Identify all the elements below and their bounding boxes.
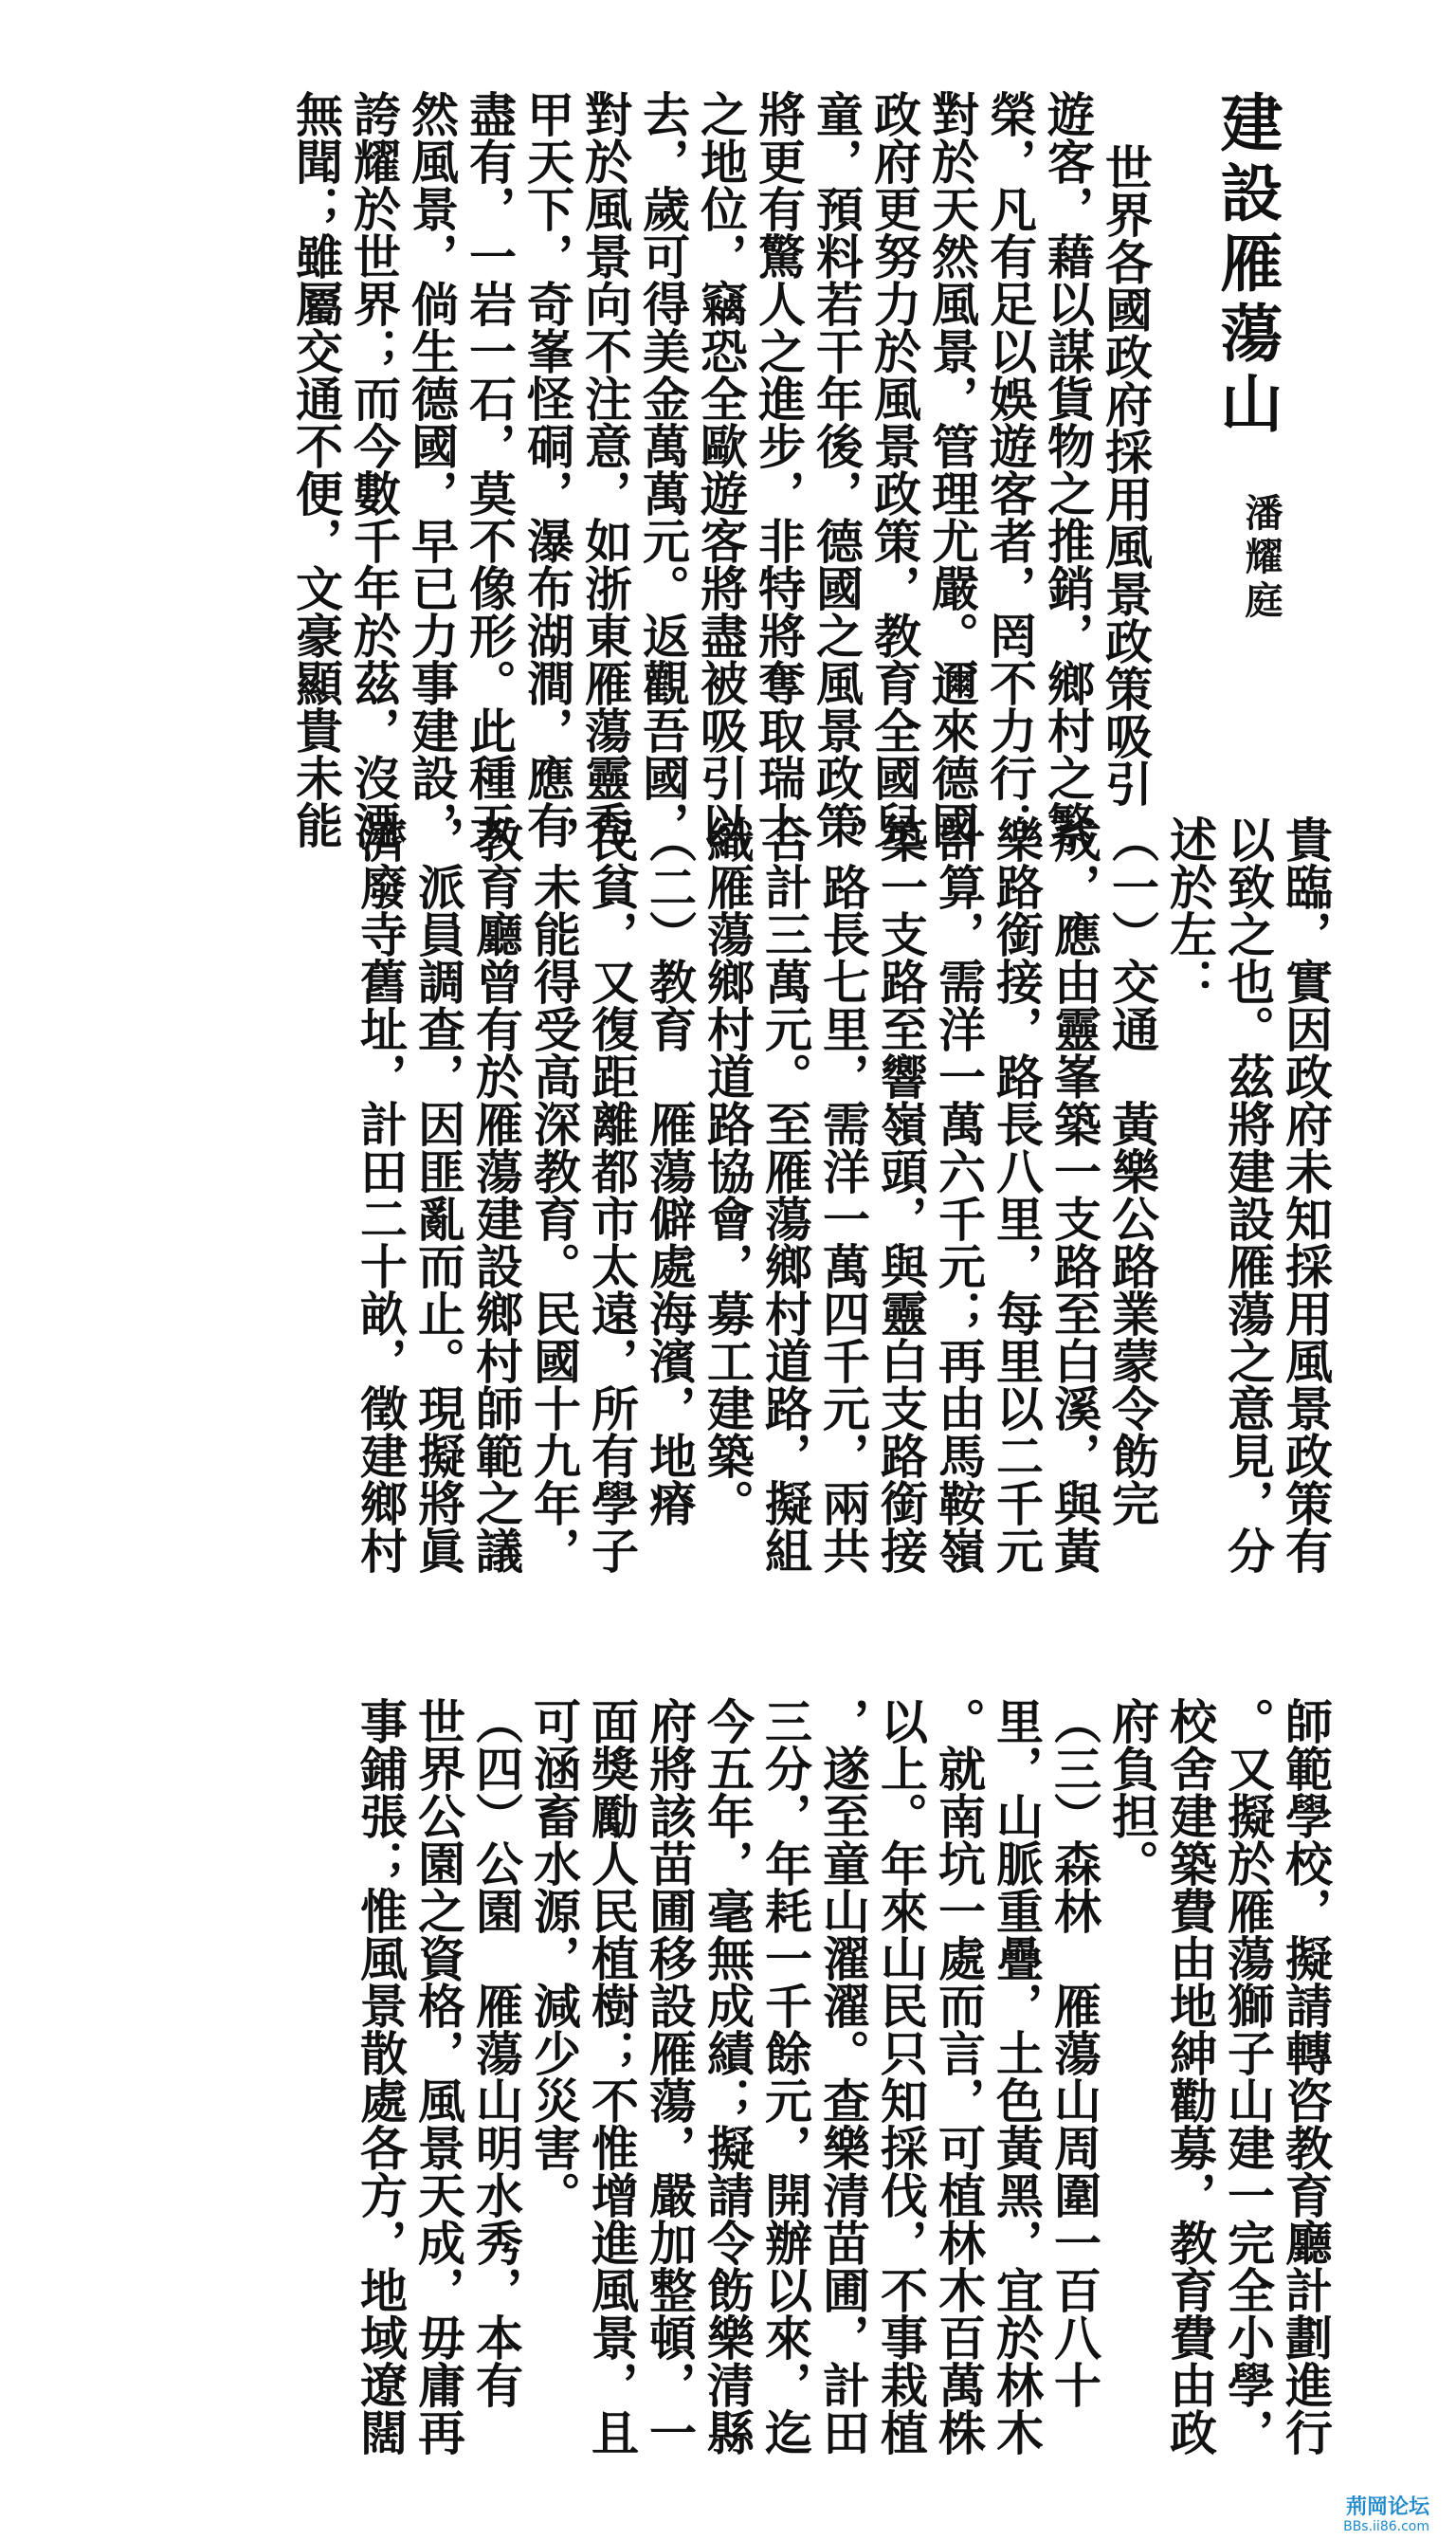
text-column: 三分，年耗一千餘元，開辦以來，迄 (757, 1697, 813, 2456)
text-block-2 (6, 815, 1333, 1574)
text-column: 童，預料若干年後，德國之風景政策 (809, 90, 864, 849)
text-column: （一）交通 黃樂公路業蒙令飭完 (1104, 815, 1160, 1526)
article-title: 建設雁蕩山 (1210, 90, 1283, 441)
text-column: ，遂至童山濯濯。查樂清苗圃，計田 (815, 1697, 871, 2456)
text-column: 以上。年來山民只知採伐，不事栽植 (873, 1697, 929, 2456)
text-column: 計算，需洋一萬六千元；再由馬鞍嶺 (931, 815, 987, 1574)
text-column: （二）教育 雁蕩僻處海濱，地瘠 (642, 815, 698, 1526)
text-column: 政府更努力於風景政策，教育全國兒 (866, 90, 922, 849)
text-column: 述於左： (1162, 815, 1218, 1005)
text-column: 師範學校，擬請轉咨教育廳計劃進行 (1278, 1697, 1334, 2456)
text-column: （三）森林 雁蕩山周圍一百八十 (1046, 1697, 1102, 2408)
watermark-site-name: 荊岡论坛 (1345, 2495, 1429, 2520)
text-column: 甲天下，奇峯怪硐，瀑布湖澗，應有 (519, 90, 575, 849)
text-column: ，路長七里，需洋一萬四千元，兩共 (815, 815, 871, 1574)
text-column: 教育廳曾有於雁蕩建設鄉村師範之議 (468, 815, 524, 1574)
text-column: 。就南坑一處而言，可植林木百萬株 (931, 1697, 987, 2456)
text-column: 遊客，藉以謀貨物之推銷，鄉村之繁 (1040, 90, 1096, 849)
text-block-3 (6, 1697, 1333, 2456)
text-column: 可涵畜水源，減少災害。 (526, 1697, 582, 2219)
text-column: 盡有，一岩一石，莫不像形。此種天 (462, 90, 518, 849)
text-column: 府負担。 (1104, 1697, 1160, 1887)
text-column: 然風景，倘生德國，早已力事建設， (404, 90, 460, 849)
text-column: 合計三萬元。至雁蕩鄉村道路，擬組 (757, 815, 813, 1574)
text-column: 。又擬於雁蕩獅子山建一完全小學， (1220, 1697, 1276, 2456)
text-column: 事鋪張；惟風景散處各方，地域遼闊 (353, 1697, 409, 2456)
text-column: 校舍建築費由地紳勸募，教育費由政 (1162, 1697, 1218, 2456)
text-column: 世界公園之資格，風景天成，毋庸再 (410, 1697, 466, 2456)
text-column: 無聞；雖屬交通不便，文豪顯貴未能 (288, 90, 344, 849)
article-author: 潘耀庭 (1239, 493, 1283, 624)
text-column: 以致之也。茲將建設雁蕩之意見，分 (1220, 815, 1276, 1574)
text-column: 面獎勵人民植樹；不惟增進風景，且 (584, 1697, 640, 2456)
text-column: 貴臨，實因政府未知採用風景政策有 (1278, 815, 1334, 1574)
text-column: ，未能得受高深教育。民國十九年， (526, 815, 582, 1574)
text-column: 世界各國政府採用風景政策吸引 (1098, 143, 1154, 807)
watermark-site-url: BBs.ii86.com (1343, 2518, 1429, 2534)
text-column: 榮，凡有足以娛遊客者，罔不力行； (982, 90, 1038, 849)
text-column: 築一支路至響嶺頭，與靈白支路銜接 (873, 815, 929, 1574)
text-column: （四）公園 雁蕩山明水秀，本有 (468, 1697, 524, 2408)
text-column: 今五年，毫無成績；擬請令飭樂清縣 (700, 1697, 755, 2456)
text-column: 去，歲可得美金萬萬元。返觀吾國， (635, 90, 691, 849)
text-block-1 (15, 90, 1153, 849)
text-column: 濟廢寺舊址，計田二十畝，徵建鄉村 (353, 815, 409, 1574)
text-column: 里，山脈重疊，土色黃黑，宜於林木 (989, 1697, 1045, 2456)
text-column: 府將該苗圃移設雁蕩，嚴加整頓，一 (642, 1697, 698, 2456)
text-column: 誇耀於世界；而今數千年於茲，沒湮 (346, 90, 402, 849)
text-column: 樂路銜接，路長八里，每里以二千元 (989, 815, 1045, 1574)
text-column: 將更有驚人之進步，非特將奪取瑞士 (751, 90, 807, 849)
text-column: ，派員調查，因匪亂而止。現擬將眞 (410, 815, 466, 1574)
text-column: 民貧，又復距離都市太遠，所有學子 (584, 815, 640, 1574)
text-column: 成，應由靈峯築一支路至白溪，與黃 (1046, 815, 1102, 1574)
text-column: 對於天然風景，管理尤嚴。邇來德國 (924, 90, 980, 849)
text-column: 對於風景向不注意，如浙東雁蕩靈秀 (577, 90, 633, 849)
text-column: 織雁蕩鄉村道路協會，募工建築。 (700, 815, 755, 1526)
text-column: 之地位，竊恐全歐遊客將盡被吸引以 (693, 90, 749, 849)
site-watermark (1343, 2496, 1429, 2534)
